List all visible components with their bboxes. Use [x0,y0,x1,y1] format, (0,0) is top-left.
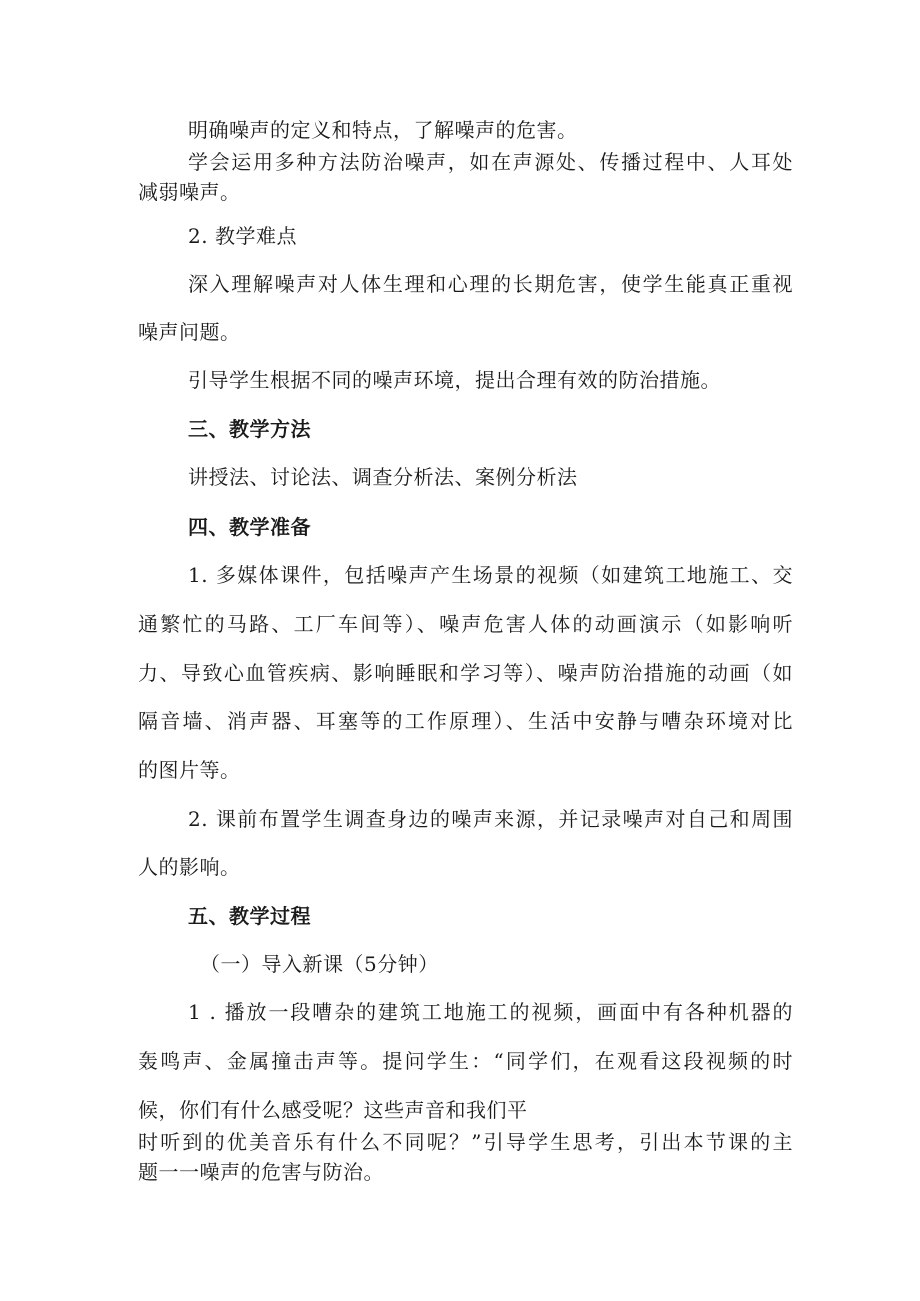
paragraph-line: 题一一噪声的危害与防治。 [138,1160,384,1184]
paragraph-line: 学会运用多种方法防治噪声，如在声源处、传播过程中、人耳处 [188,150,793,174]
subsection-heading: 2. 教学难点 [188,224,297,248]
paragraph-line: 明确噪声的定义和特点，了解噪声的危害。 [188,118,578,142]
paragraph-line: 1. 多媒体课件，包括噪声产生场景的视频（如建筑工地施工、交 [188,563,793,587]
paragraph-line: 隔音墙、消声器、耳塞等的工作原理）、生活中安静与嘈杂环境对比 [138,709,793,733]
subsection-heading: （一）导入新课（5分钟） [200,952,439,976]
paragraph-line: 1 . 播放一段嘈杂的建筑工地施工的视频，画面中有各种机器的 [188,1000,793,1024]
paragraph-line: 时听到的优美音乐有什么不同呢？”引导学生思考，引出本节课的主 [138,1130,793,1154]
paragraph-line: 引导学生根据不同的噪声环境，提出合理有效的防治措施。 [188,368,721,392]
paragraph-line: 人的影响。 [138,855,241,879]
paragraph-line: 深入理解噪声对人体生理和心理的长期危害，使学生能真正重视 [188,272,793,296]
section-heading: 五、教学过程 [188,904,311,928]
paragraph-line: 通繁忙的马路、工厂车间等）、噪声危害人体的动画演示（如影响听 [138,612,793,636]
paragraph-line: 减弱噪声。 [138,180,241,204]
paragraph-line: 候，你们有什么感受呢？这些声音和我们平 [138,1098,528,1122]
paragraph-line: 2. 课前布置学生调查身边的噪声来源，并记录噪声对自己和周围 [188,807,793,831]
section-heading: 三、教学方法 [188,417,311,441]
section-heading: 四、教学准备 [188,515,311,539]
paragraph-line: 力、导致心血管疾病、影响睡眠和学习等）、噪声防治措施的动画（如 [138,661,793,685]
paragraph-line: 噪声问题。 [138,320,241,344]
paragraph-line: 的图片等。 [138,758,241,782]
paragraph-line: 轰鸣声、金属撞击声等。提问学生：“同学们，在观看这段视频的时 [138,1049,793,1073]
paragraph-line: 讲授法、讨论法、调查分析法、案例分析法 [188,465,578,489]
